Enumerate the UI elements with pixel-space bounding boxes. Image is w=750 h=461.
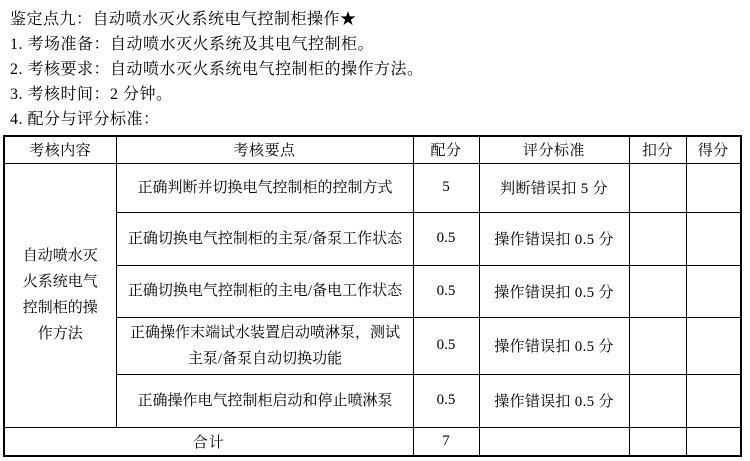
point-cell: 正确切换电气控制柜的主泵/备泵工作状态 bbox=[116, 212, 413, 265]
header-cell-content: 考核内容 bbox=[4, 136, 116, 163]
criteria-cell: 判断错误扣 5 分 bbox=[479, 163, 629, 212]
score-cell: 5 bbox=[413, 163, 479, 212]
score-cell: 0.5 bbox=[413, 317, 479, 374]
criteria-cell: 操作错误扣 0.5 分 bbox=[479, 317, 629, 374]
gained-cell bbox=[686, 212, 741, 265]
deduction-cell bbox=[629, 163, 686, 212]
table-row bbox=[4, 163, 741, 212]
gained-cell bbox=[686, 374, 741, 427]
numbered-item-2: 2. 考核要求：自动喷水灭火系统电气控制柜的操作方法。 bbox=[10, 61, 424, 78]
score-cell: 0.5 bbox=[413, 265, 479, 317]
content-merged-cell: 自动喷水灭火系统电气控制柜的操作方法 bbox=[4, 163, 116, 427]
gained-cell bbox=[686, 427, 741, 456]
point-cell: 正确判断并切换电气控制柜的控制方式 bbox=[116, 163, 413, 212]
point-cell: 正确操作末端试水装置启动喷淋泵，测试主泵/备泵自动切换功能 bbox=[116, 317, 413, 374]
header-cell-gained: 得分 bbox=[686, 136, 741, 163]
criteria-cell: 操作错误扣 0.5 分 bbox=[479, 374, 629, 427]
criteria-cell: 操作错误扣 0.5 分 bbox=[479, 265, 629, 317]
score-cell: 0.5 bbox=[413, 212, 479, 265]
point-cell: 正确操作电气控制柜启动和停止喷淋泵 bbox=[116, 374, 413, 427]
numbered-item-1: 1. 考场准备：自动喷水灭火系统及其电气控制柜。 bbox=[10, 36, 375, 53]
total-label-cell: 合计 bbox=[4, 427, 413, 456]
numbered-item-4: 4. 配分与评分标准： bbox=[10, 111, 160, 128]
header-cell-deduction: 扣分 bbox=[629, 136, 686, 163]
gained-cell bbox=[686, 163, 741, 212]
score-cell: 0.5 bbox=[413, 374, 479, 427]
gained-cell bbox=[686, 265, 741, 317]
deduction-cell bbox=[629, 317, 686, 374]
criteria-cell: 操作错误扣 0.5 分 bbox=[479, 212, 629, 265]
deduction-cell bbox=[629, 374, 686, 427]
document-header bbox=[0, 0, 750, 132]
deduction-cell bbox=[629, 427, 686, 456]
total-score-cell: 7 bbox=[413, 427, 479, 456]
deduction-cell bbox=[629, 265, 686, 317]
header-cell-score: 配分 bbox=[413, 136, 479, 163]
criteria-cell bbox=[479, 427, 629, 456]
page-title: 鉴定点九：自动喷水灭火系统电气控制柜操作★ bbox=[10, 11, 357, 28]
deduction-cell bbox=[629, 212, 686, 265]
numbered-item-3: 3. 考核时间：2 分钟。 bbox=[10, 86, 173, 103]
point-cell: 正确切换电气控制柜的主电/备电工作状态 bbox=[116, 265, 413, 317]
gained-cell bbox=[686, 317, 741, 374]
assessment-table bbox=[3, 135, 742, 457]
header-cell-criteria: 评分标准 bbox=[479, 136, 629, 163]
table-total-row bbox=[4, 427, 741, 456]
header-cell-points: 考核要点 bbox=[116, 136, 413, 163]
table-header-row bbox=[4, 136, 741, 163]
